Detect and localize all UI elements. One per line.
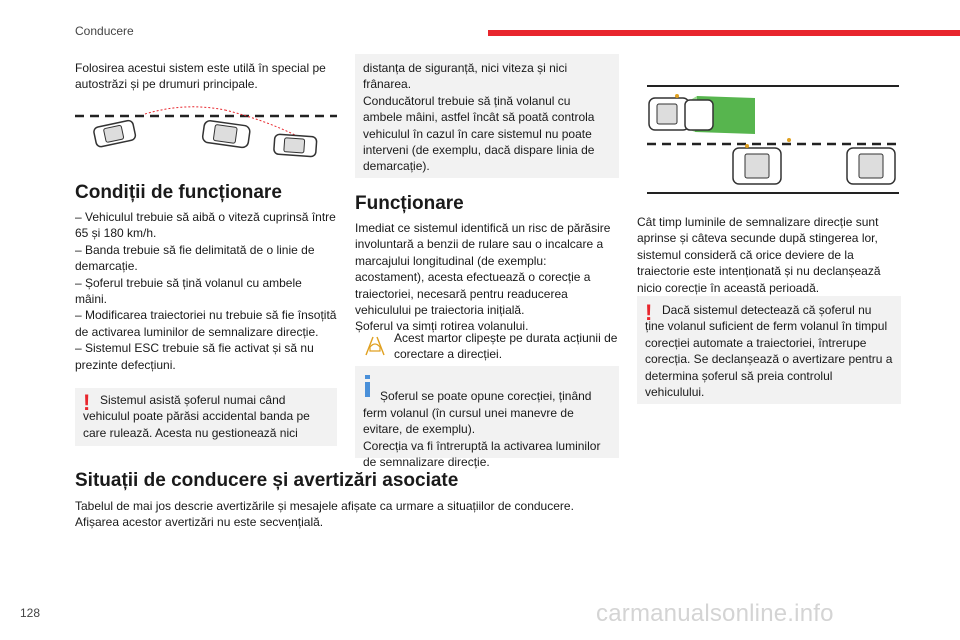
- function-heading: Funcționare: [355, 193, 464, 214]
- list-item: – Sistemul ESC trebuie să fie activat și să nu prezinte defecțiuni.: [75, 341, 314, 372]
- lane-correction-illustration: [75, 98, 337, 164]
- list-item: – Vehiculul trebuie să aibă o viteză cuprinsă între 65 și 180 km/h.: [75, 210, 336, 241]
- lamp-note-text: Acest martor clipește pe durata acțiunii de corectare a direcției.: [394, 331, 618, 362]
- info-note: [355, 366, 619, 470]
- note-continued-text: distanța de siguranță, nici viteza și nici frânarea. Conducătorul trebuie să țină volanul cu ambele mâini, astfel încât să poată controla vehiculul în cazul în care sistemul nu poate interveni (de exemplu, dacă dispare linia de demarcație).: [363, 61, 595, 174]
- info-icon: [364, 375, 372, 397]
- car-icon: [847, 148, 895, 184]
- lane-departure-lamp-icon: [362, 335, 388, 357]
- list-item: – Modificarea traiectoriei nu trebuie să fie însoțită de activarea luminilor de semnalizare direcție.: [75, 308, 337, 339]
- list-item: – Șoferul trebuie să țină volanul cu ambele mâini.: [75, 275, 302, 307]
- note-continued: [355, 54, 619, 178]
- car-icon: [685, 100, 713, 130]
- car-icon: [649, 98, 689, 130]
- conditions-heading: Condiții de funcționare: [75, 182, 282, 203]
- turn-signal-illustration: [637, 84, 901, 196]
- car-icon: [93, 120, 136, 148]
- warning-icon: !: [83, 390, 91, 415]
- col3-paragraph: Cât timp luminile de semnalizare direcție sunt aprinse și câteva secunde după stingerea lor, sistemul consideră că orice deviere de la traiectorie este intenționată și nu declanșează nicio corecție în această perioadă.: [637, 215, 881, 295]
- intro-paragraph: Folosirea acestui sistem este utilă în special pe autostrăzi și pe drumuri principale.: [75, 61, 326, 92]
- situations-paragraph: Tabelul de mai jos descrie avertizările și mesajele afișate ca urmare a situațiilor de conducere. Afișarea acestor avertizări nu este secvențială.: [75, 499, 574, 530]
- header-accent-bar: [488, 30, 960, 36]
- situations-heading: Situații de conducere și avertizări asociate: [75, 470, 459, 491]
- car-icon: [274, 134, 317, 157]
- page-number: 128: [20, 606, 41, 620]
- warning-note: [75, 388, 337, 446]
- conditions-list: [75, 209, 337, 373]
- warning-icon: !: [645, 300, 653, 325]
- list-item: – Banda trebuie să fie delimitată de o linie de demarcație.: [75, 242, 315, 274]
- function-paragraph: Imediat ce sistemul identifică un risc de părăsire involuntară a benzii de rulare sau o incalcare a marcajului longitudinal (de exemplu: acostament), acesta efectuează o corecție a traiectoriei, necesară pentru readucerea vehiculului pe traiectoria inițială. Șoferul va simți rotirea volanului.: [355, 221, 611, 334]
- warning-text: Sistemul asistă șoferul numai când vehiculul poate părăsi accidental banda pe care rulează. Acesta nu gestionează nici: [83, 393, 310, 440]
- info-text: Șoferul se poate opune corecției, ținând ferm volanul (în cursul unei manevre de evitare, de exemplu). Corecția va fi întreruptă la activarea luminilor de semnalizare direcție.: [363, 389, 601, 470]
- car-icon: [733, 148, 781, 184]
- warning-text: Dacă sistemul detectează că șoferul nu ține volanul suficient de ferm volanul în timpul corecției automate a traiectoriei, întrerupe corecția. Se declanșează o avertizare pentru a determina șoferul să preia controlul vehiculului.: [645, 303, 893, 400]
- watermark: carmanualsonline.info: [596, 600, 834, 627]
- section-title: Conducere: [75, 24, 134, 38]
- warning-note-2: [637, 296, 901, 404]
- car-icon: [202, 120, 251, 148]
